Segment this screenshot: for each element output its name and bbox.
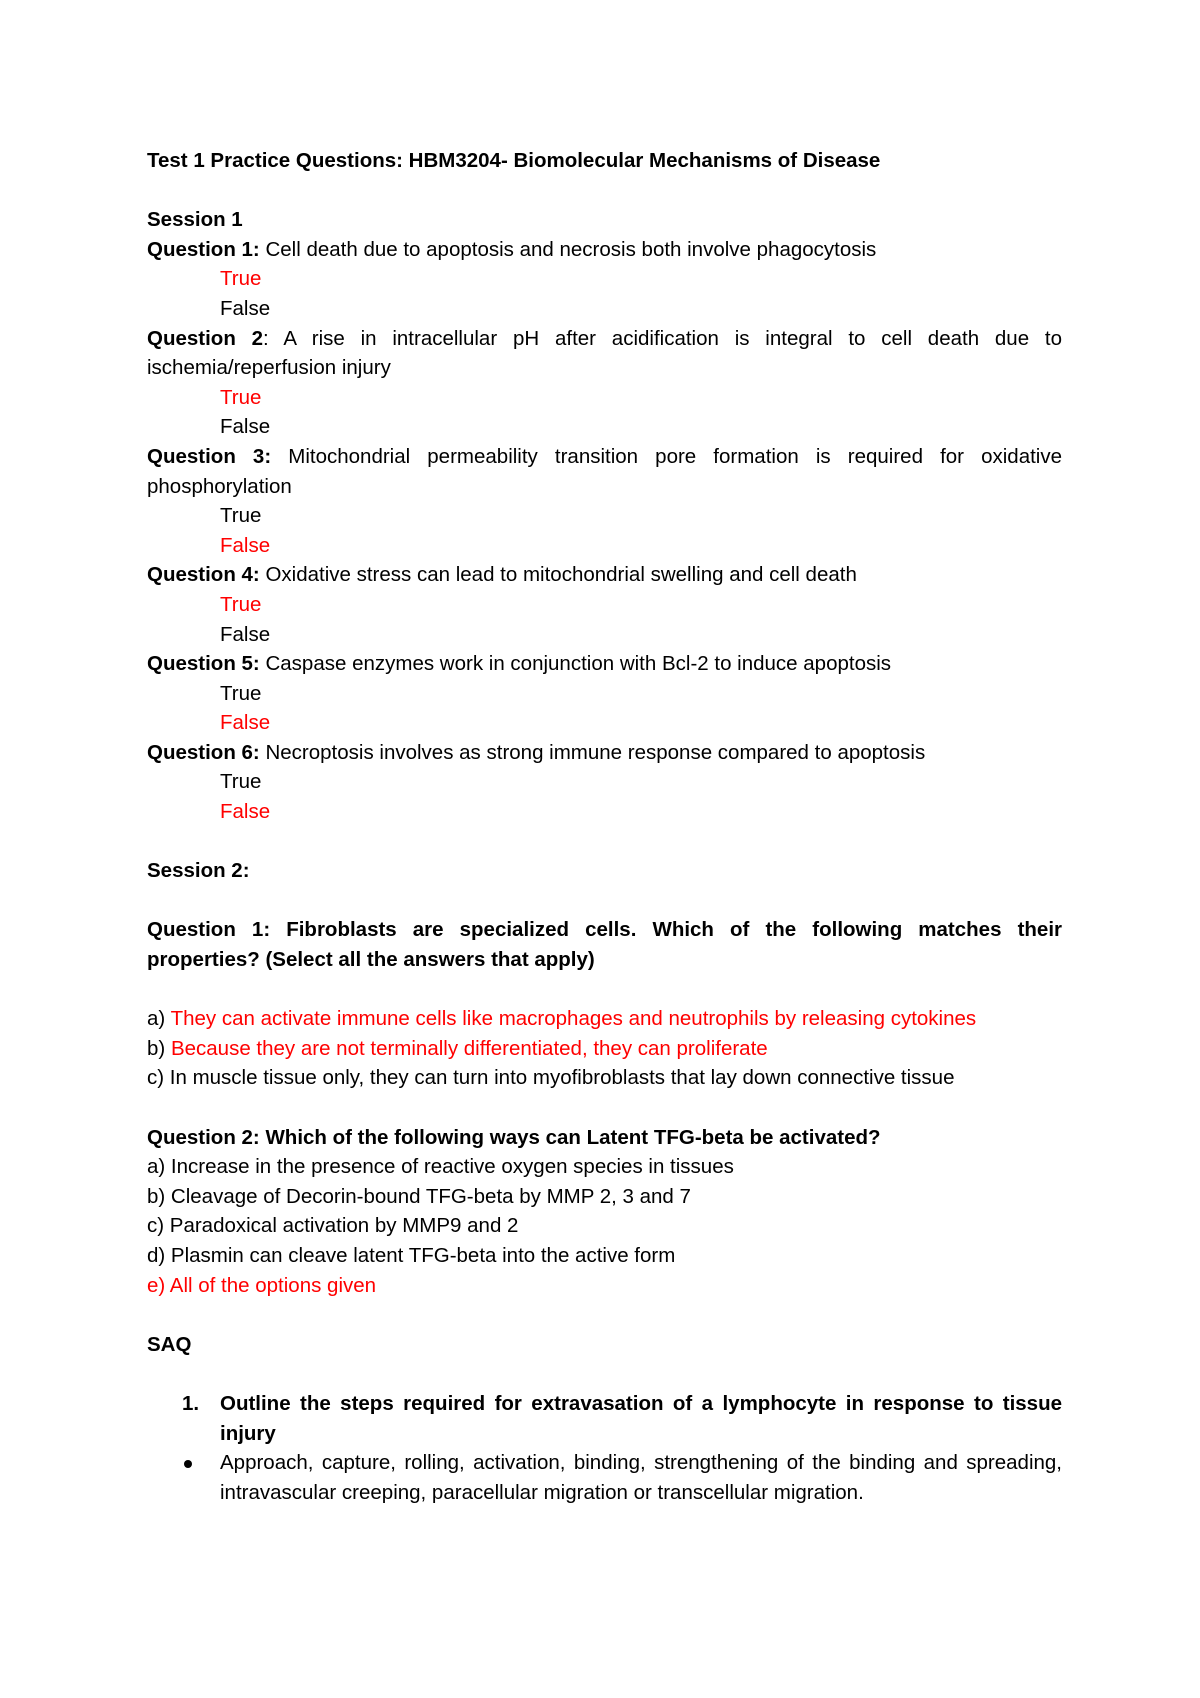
session-1-question-3: Question 3: Mitochondrial permeability transition pore formation is required for oxidative phosphorylation	[147, 444, 1062, 498]
option-false: False	[220, 533, 271, 557]
list-number: 1.	[182, 1391, 200, 1415]
session-1-question-2: Question 2: A rise in intracellular pH after acidification is integral to cell death due to ischemia/reperfusion injury	[147, 326, 1062, 380]
document-title: Test 1 Practice Questions: HBM3204- Biomolecular Mechanisms of Disease	[147, 149, 881, 172]
session-2-heading: Session 2:	[147, 859, 250, 883]
option-false: False	[220, 415, 271, 439]
option-true: True	[220, 385, 262, 409]
option-false: False	[220, 296, 271, 320]
document-page	[147, 146, 1062, 1507]
option-true: True	[220, 592, 262, 616]
answer-option-a: a) Increase in the presence of reactive oxygen species in tissues	[147, 1155, 734, 1179]
session-1-question-1: Question 1: Cell death due to apoptosis and necrosis both involve phagocytosis	[147, 237, 877, 261]
session-2-question-2: Question 2: Which of the following ways can Latent TFG-beta be activated?	[147, 1125, 881, 1149]
session-2-question-1: Question 1: Fibroblasts are specialized cells. Which of the following matches their properties? (Select all the answers that apply)	[147, 918, 1062, 972]
answer-option-a: a) They can activate immune cells like macrophages and neutrophils by releasing cytokines	[147, 1007, 977, 1031]
answer-option-c: c) In muscle tissue only, they can turn into myofibroblasts that lay down connective tissue	[147, 1066, 955, 1090]
option-true: True	[220, 267, 262, 291]
session-1-question-4: Question 4: Oxidative stress can lead to mitochondrial swelling and cell death	[147, 563, 857, 587]
answer-option-c: c) Paradoxical activation by MMP9 and 2	[147, 1214, 519, 1238]
option-false: False	[220, 800, 271, 824]
bullet-icon	[184, 1460, 192, 1468]
answer-option-d: d) Plasmin can cleave latent TFG-beta into the active form	[147, 1243, 676, 1267]
session-1-heading: Session 1	[147, 208, 243, 232]
option-true: True	[220, 770, 262, 794]
option-true: True	[220, 504, 262, 528]
answer-option-e: e) All of the options given	[147, 1273, 377, 1297]
answer-option-b: b) Cleavage of Decorin-bound TFG-beta by MMP 2, 3 and 7	[147, 1184, 691, 1208]
option-false: False	[220, 711, 271, 735]
option-true: True	[220, 681, 262, 705]
option-false: False	[220, 622, 271, 646]
session-1-question-5: Question 5: Caspase enzymes work in conjunction with Bcl-2 to induce apoptosis	[147, 652, 892, 676]
answer-option-b: b) Because they are not terminally differentiated, they can proliferate	[147, 1036, 768, 1060]
session-1-question-6: Question 6: Necroptosis involves as strong immune response compared to apoptosis	[147, 740, 926, 764]
saq-answer: Approach, capture, rolling, activation, binding, strengthening of the binding and spreading, intravascular creeping, paracellular migration or transcellular migration.	[147, 1448, 1062, 1507]
saq-heading: SAQ	[147, 1332, 192, 1356]
saq-question-1: 1. Outline the steps required for extravasation of a lymphocyte in response to tissue injury	[147, 1389, 1062, 1448]
